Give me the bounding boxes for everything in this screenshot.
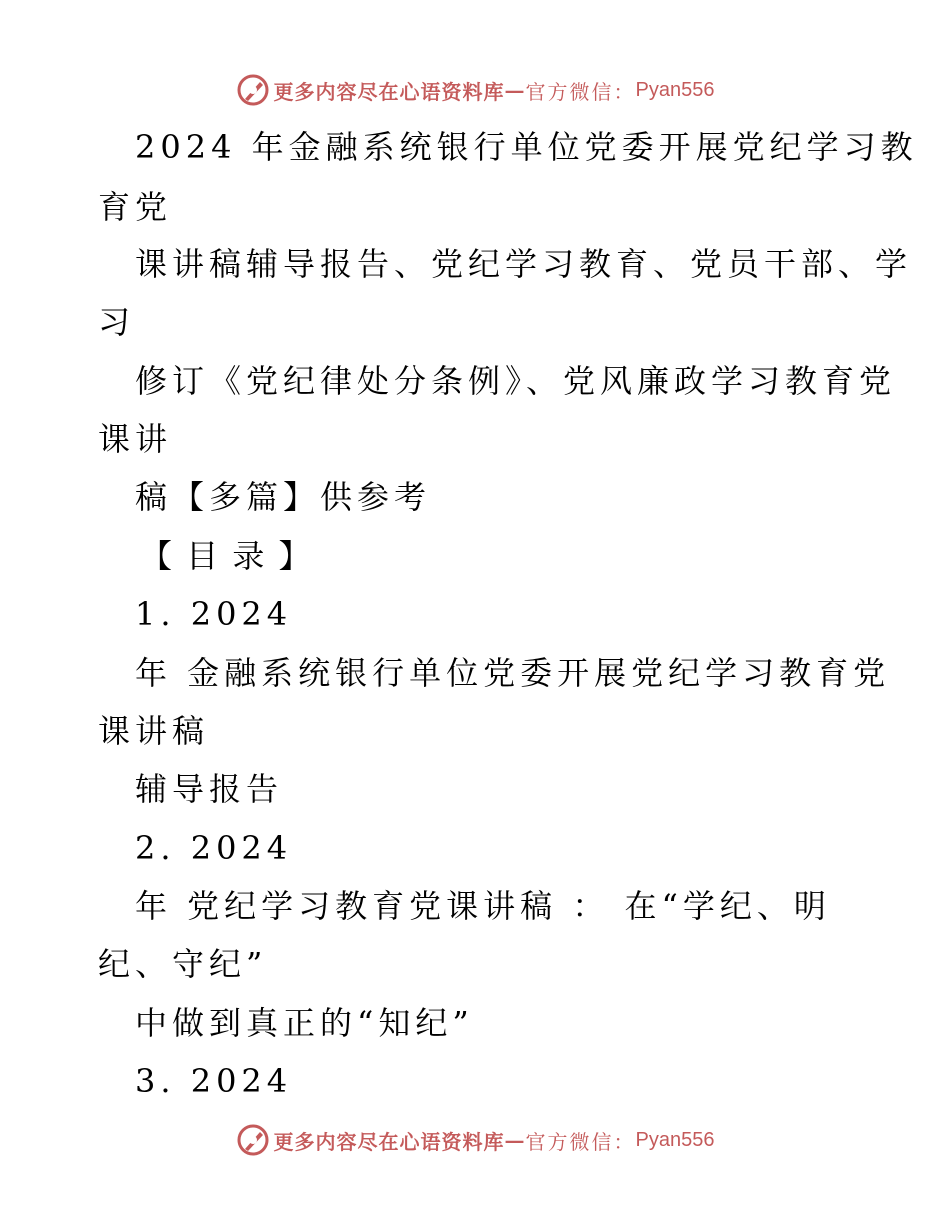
toc-heading: 【 目 录 】 — [140, 537, 313, 575]
title-line-5: 修订《党纪律处分条例》、党风廉政学习教育党 — [135, 362, 897, 400]
title-line-1: 2024 年金融系统银行单位党委开展党纪学习教 — [135, 128, 918, 166]
toc-item-1-title-cont: 课讲稿 — [98, 712, 210, 750]
title-line-4: 习 — [98, 303, 136, 341]
toc-item-1-title-end: 辅导报告 — [135, 770, 284, 808]
pen-seal-icon — [236, 1123, 270, 1157]
watermark-wechat-id: Pyan556 — [635, 78, 715, 101]
watermark-dash: — — [504, 1128, 526, 1152]
title-line-7: 稿【多篇】供参考 — [135, 478, 432, 516]
watermark-wechat-label: 官方微信： — [525, 1129, 636, 1154]
toc-item-3-number: 3. 2024 — [135, 1062, 293, 1100]
toc-item-2-number: 2. 2024 — [135, 829, 293, 867]
title-line-3: 课讲稿辅导报告、党纪学习教育、党员干部、学 — [135, 245, 913, 283]
watermark-wechat-id: Pyan556 — [635, 1128, 715, 1151]
watermark-text: 更多内容尽在心语资料库 — [273, 79, 505, 104]
toc-item-2-title-cont: 纪、守纪” — [98, 945, 268, 983]
title-line-2: 育党 — [98, 188, 173, 226]
toc-item-2-title-end: 中做到真正的“知纪” — [135, 1004, 474, 1042]
toc-item-1-number: 1. 2024 — [135, 595, 293, 633]
watermark-text: 更多内容尽在心语资料库 — [273, 1129, 505, 1154]
pen-seal-icon — [236, 73, 270, 107]
watermark-dash: — — [504, 78, 526, 102]
title-line-6: 课讲 — [98, 420, 173, 458]
toc-item-1-title: 年 金融系统银行单位党委开展党纪学习教育党 — [135, 654, 891, 692]
toc-item-2-title: 年 党纪学习教育党课讲稿 ： 在“学纪、明 — [135, 887, 831, 925]
watermark-wechat-label: 官方微信： — [525, 79, 636, 104]
header-watermark — [0, 70, 950, 110]
footer-watermark — [0, 1120, 950, 1160]
